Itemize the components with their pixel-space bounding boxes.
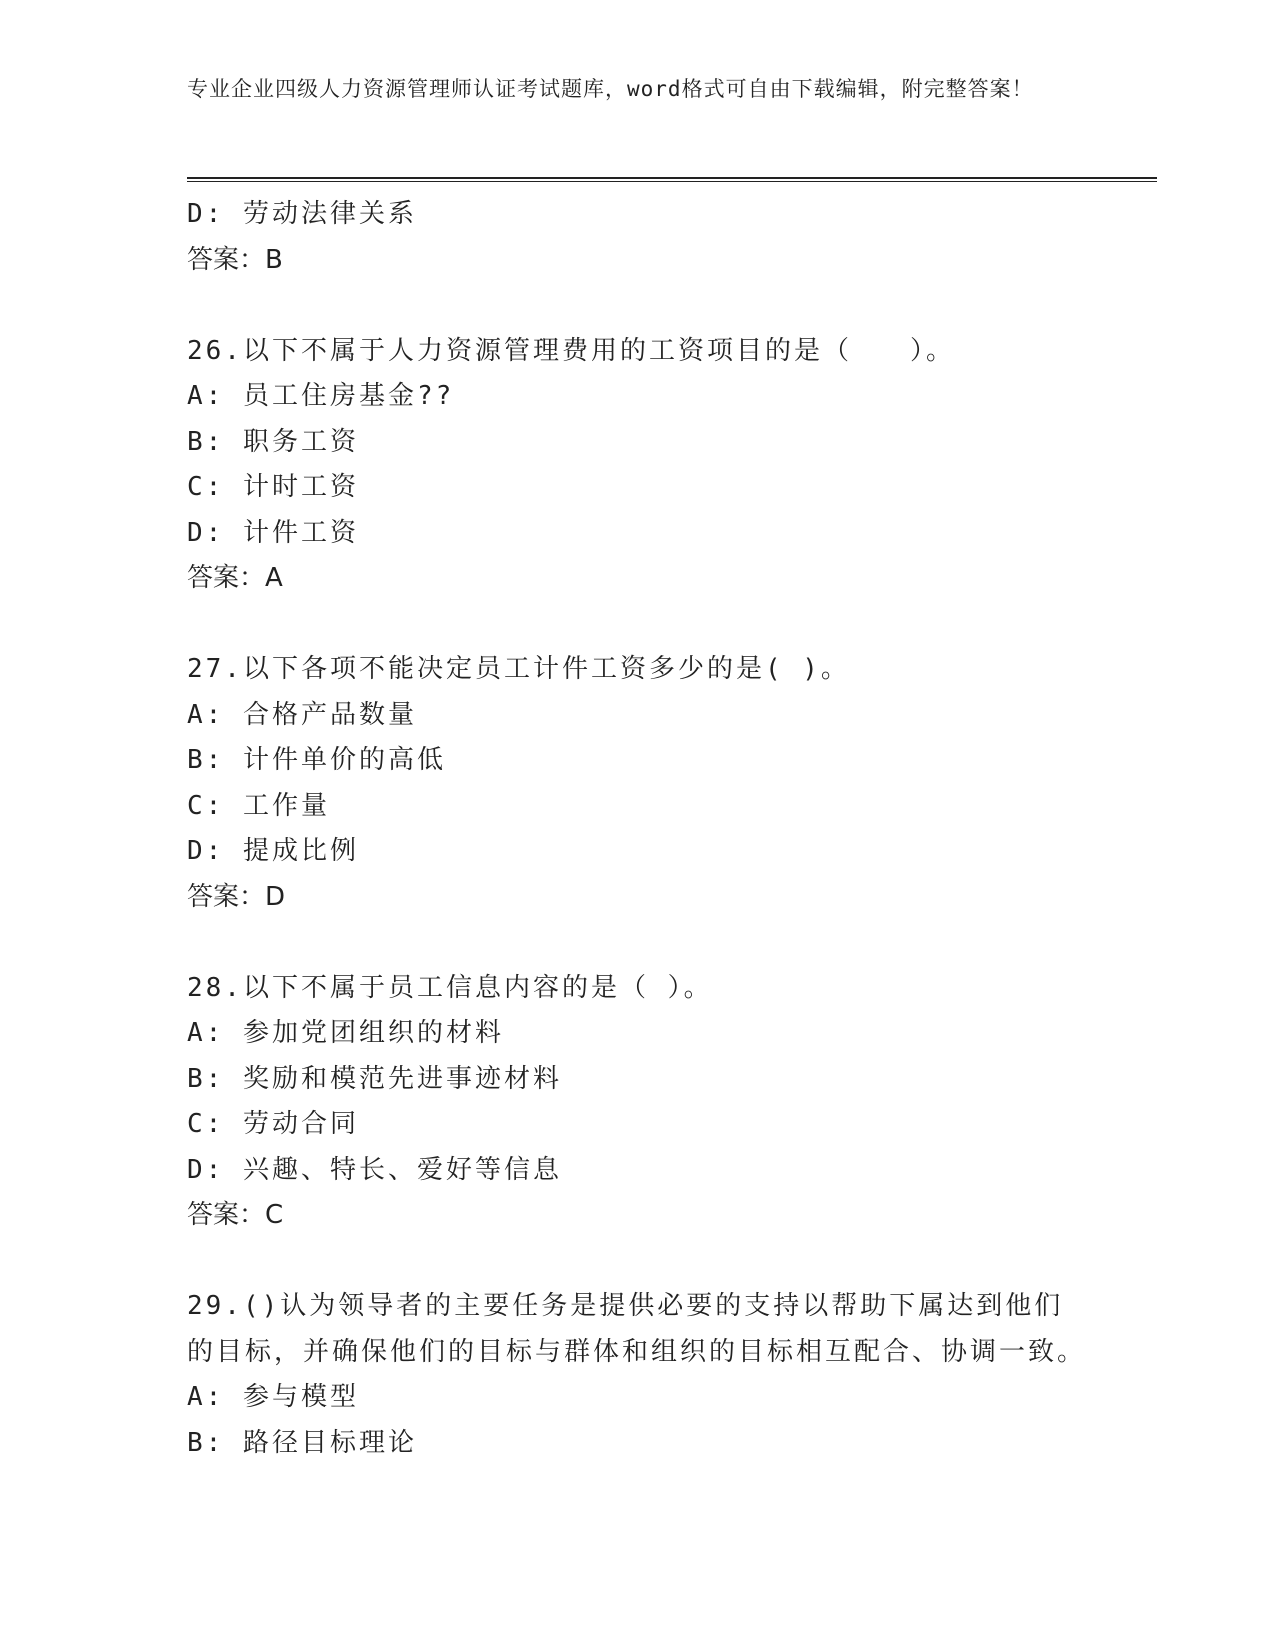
option-b: B: 计件单价的高低 [187, 745, 446, 775]
question-stem: 26.以下不属于人力资源管理费用的工资项目的是（ ）。 [187, 335, 955, 366]
document-header: 专业企业四级人力资源管理师认证考试题库，word格式可自由下载编辑，附完整答案！ [187, 77, 1034, 101]
question-stem: 28.以下不属于员工信息内容的是（ ）。 [187, 972, 713, 1003]
option-b: B: 职务工资 [187, 426, 359, 457]
option-a: A: 员工住房基金?? [187, 381, 455, 411]
question-stem: 27.以下各项不能决定员工计件工资多少的是( )。 [187, 654, 850, 684]
option-c: C: 计时工资 [187, 472, 359, 502]
option-b: B: 路径目标理论 [187, 1427, 417, 1458]
option-d: D: 兴趣、特长、爱好等信息 [187, 1154, 562, 1185]
answer-line: 答案：D [187, 881, 286, 912]
option-c: C: 劳动合同 [187, 1109, 359, 1139]
answer-line: 答案：C [187, 1200, 284, 1230]
option-b: B: 奖励和模范先进事迹材料 [187, 1063, 562, 1094]
option-c: C: 工作量 [187, 790, 330, 821]
option-d: D: 劳动法律关系 [187, 199, 417, 229]
option-d: D: 提成比例 [187, 836, 359, 866]
option-d: D: 计件工资 [187, 517, 359, 548]
answer-line: 答案：A [187, 563, 283, 593]
question-stem: 29.()认为领导者的主要任务是提供必要的支持以帮助下属达到他们的目标，并确保他们的目标与群体和组织的目标相互配合、协调一致。 [187, 1291, 1087, 1367]
option-a: A: 参与模型 [187, 1382, 359, 1412]
header-divider [187, 177, 1157, 182]
option-a: A: 合格产品数量 [187, 699, 417, 730]
answer-line: 答案：B [187, 244, 283, 275]
question-list [187, 192, 1147, 1466]
option-a: A: 参加党团组织的材料 [187, 1018, 504, 1048]
